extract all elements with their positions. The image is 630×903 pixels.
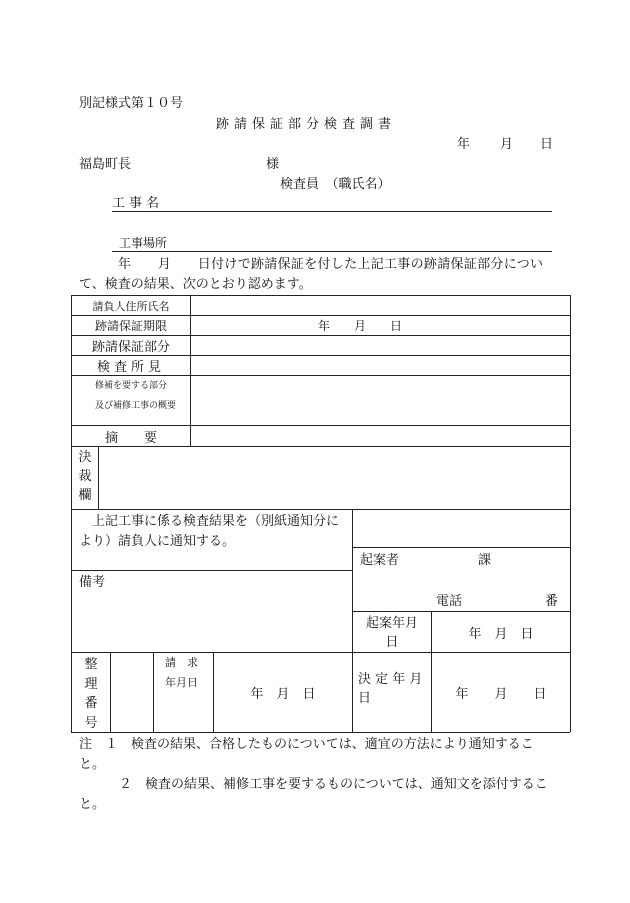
work-name-underline (112, 211, 552, 212)
draft-date-label-2: 日 (385, 635, 399, 650)
request-date: 年 月 日 (250, 687, 316, 702)
inspector-line: 検査員 （職氏名） (280, 177, 391, 192)
summary-label: 摘 要 (104, 430, 157, 446)
work-place-underline (112, 251, 552, 252)
decision-date-label-2: 日 (358, 691, 372, 706)
addressee-honorific: 様 (266, 157, 280, 172)
row-line (71, 732, 570, 733)
drafter-label: 起案者 (360, 553, 400, 568)
period-label: 跡請保証期限 (94, 319, 167, 333)
row-line (71, 375, 570, 376)
draft-date-value: 年 月 日 (468, 626, 534, 642)
date-year: 年 (457, 137, 471, 152)
intro-line-1: 年 月 日付けで跡請保証を付した上記工事の跡請保証部分につい (118, 257, 544, 272)
remarks-label: 備考 (79, 575, 106, 590)
drafter-section: 課 (478, 553, 492, 568)
phone-number: 番 (545, 594, 559, 609)
row-line (352, 547, 570, 548)
label-column-divider (190, 295, 191, 446)
period-value: 年 月 日 (317, 319, 402, 333)
notify-line-2: より）請負人に通知する。 (79, 534, 236, 549)
work-name-label: 工事名 (112, 196, 164, 211)
contractor-label: 請負人住所氏名 (92, 299, 170, 313)
table-border-right (570, 295, 571, 732)
decision-date: 年 月 日 (455, 687, 547, 702)
date-day: 日 (540, 137, 554, 152)
decision-char: 欄 (78, 487, 92, 503)
decision-char: 決 (78, 450, 92, 465)
request-label-1: 請 求 (165, 656, 198, 669)
request-label-2: 年月日 (165, 676, 198, 689)
note-1-line-1: 注 １ 検査の結果、合格したものについては、適宜の方法により通知するこ (79, 737, 534, 752)
notify-line-1: 上記工事に係る検査結果を（別紙通知分に (92, 514, 340, 529)
note-2-line-1: ２ 検査の結果、補修工事を要するものについては、通知文を添付するこ (119, 777, 548, 792)
decision-date-label-1: 決 定 年 月 (358, 672, 423, 687)
addressee-name: 福島町長 (79, 157, 132, 172)
repair-label-line2: 及び補修工事の概要 (95, 401, 177, 411)
col-line (153, 652, 154, 732)
intro-line-2: て、検査の結果、次のとおり認めます。 (79, 277, 312, 292)
seiri-label (72, 655, 110, 733)
col-line (110, 652, 111, 732)
findings-label: 検査所見 (96, 360, 165, 375)
note-2-line-2: と。 (79, 797, 106, 812)
decision-char: 裁 (78, 468, 92, 484)
draft-date-label-1: 起案年月 (365, 616, 418, 631)
row-line (71, 570, 352, 571)
repair-label-line1: 修補を要する部分 (95, 381, 168, 391)
form-number: 別記様式第１０号 (79, 96, 184, 111)
decision-label (72, 449, 98, 506)
part-label: 跡請保証部分 (91, 340, 170, 355)
page-title: 跡請保証部分検査調書 (216, 117, 397, 132)
work-place-label: 工事場所 (119, 236, 168, 250)
note-1-line-2: と。 (79, 757, 106, 772)
row-line (71, 446, 570, 447)
seiri-char: 理 (84, 676, 98, 692)
row-line (71, 509, 570, 510)
seiri-char: 整 (84, 657, 98, 672)
seiri-char: 番 (84, 696, 98, 711)
phone-label: 電話 (436, 594, 463, 609)
seiri-char: 号 (84, 715, 98, 731)
decision-divider (98, 446, 99, 509)
date-month: 月 (500, 137, 514, 152)
